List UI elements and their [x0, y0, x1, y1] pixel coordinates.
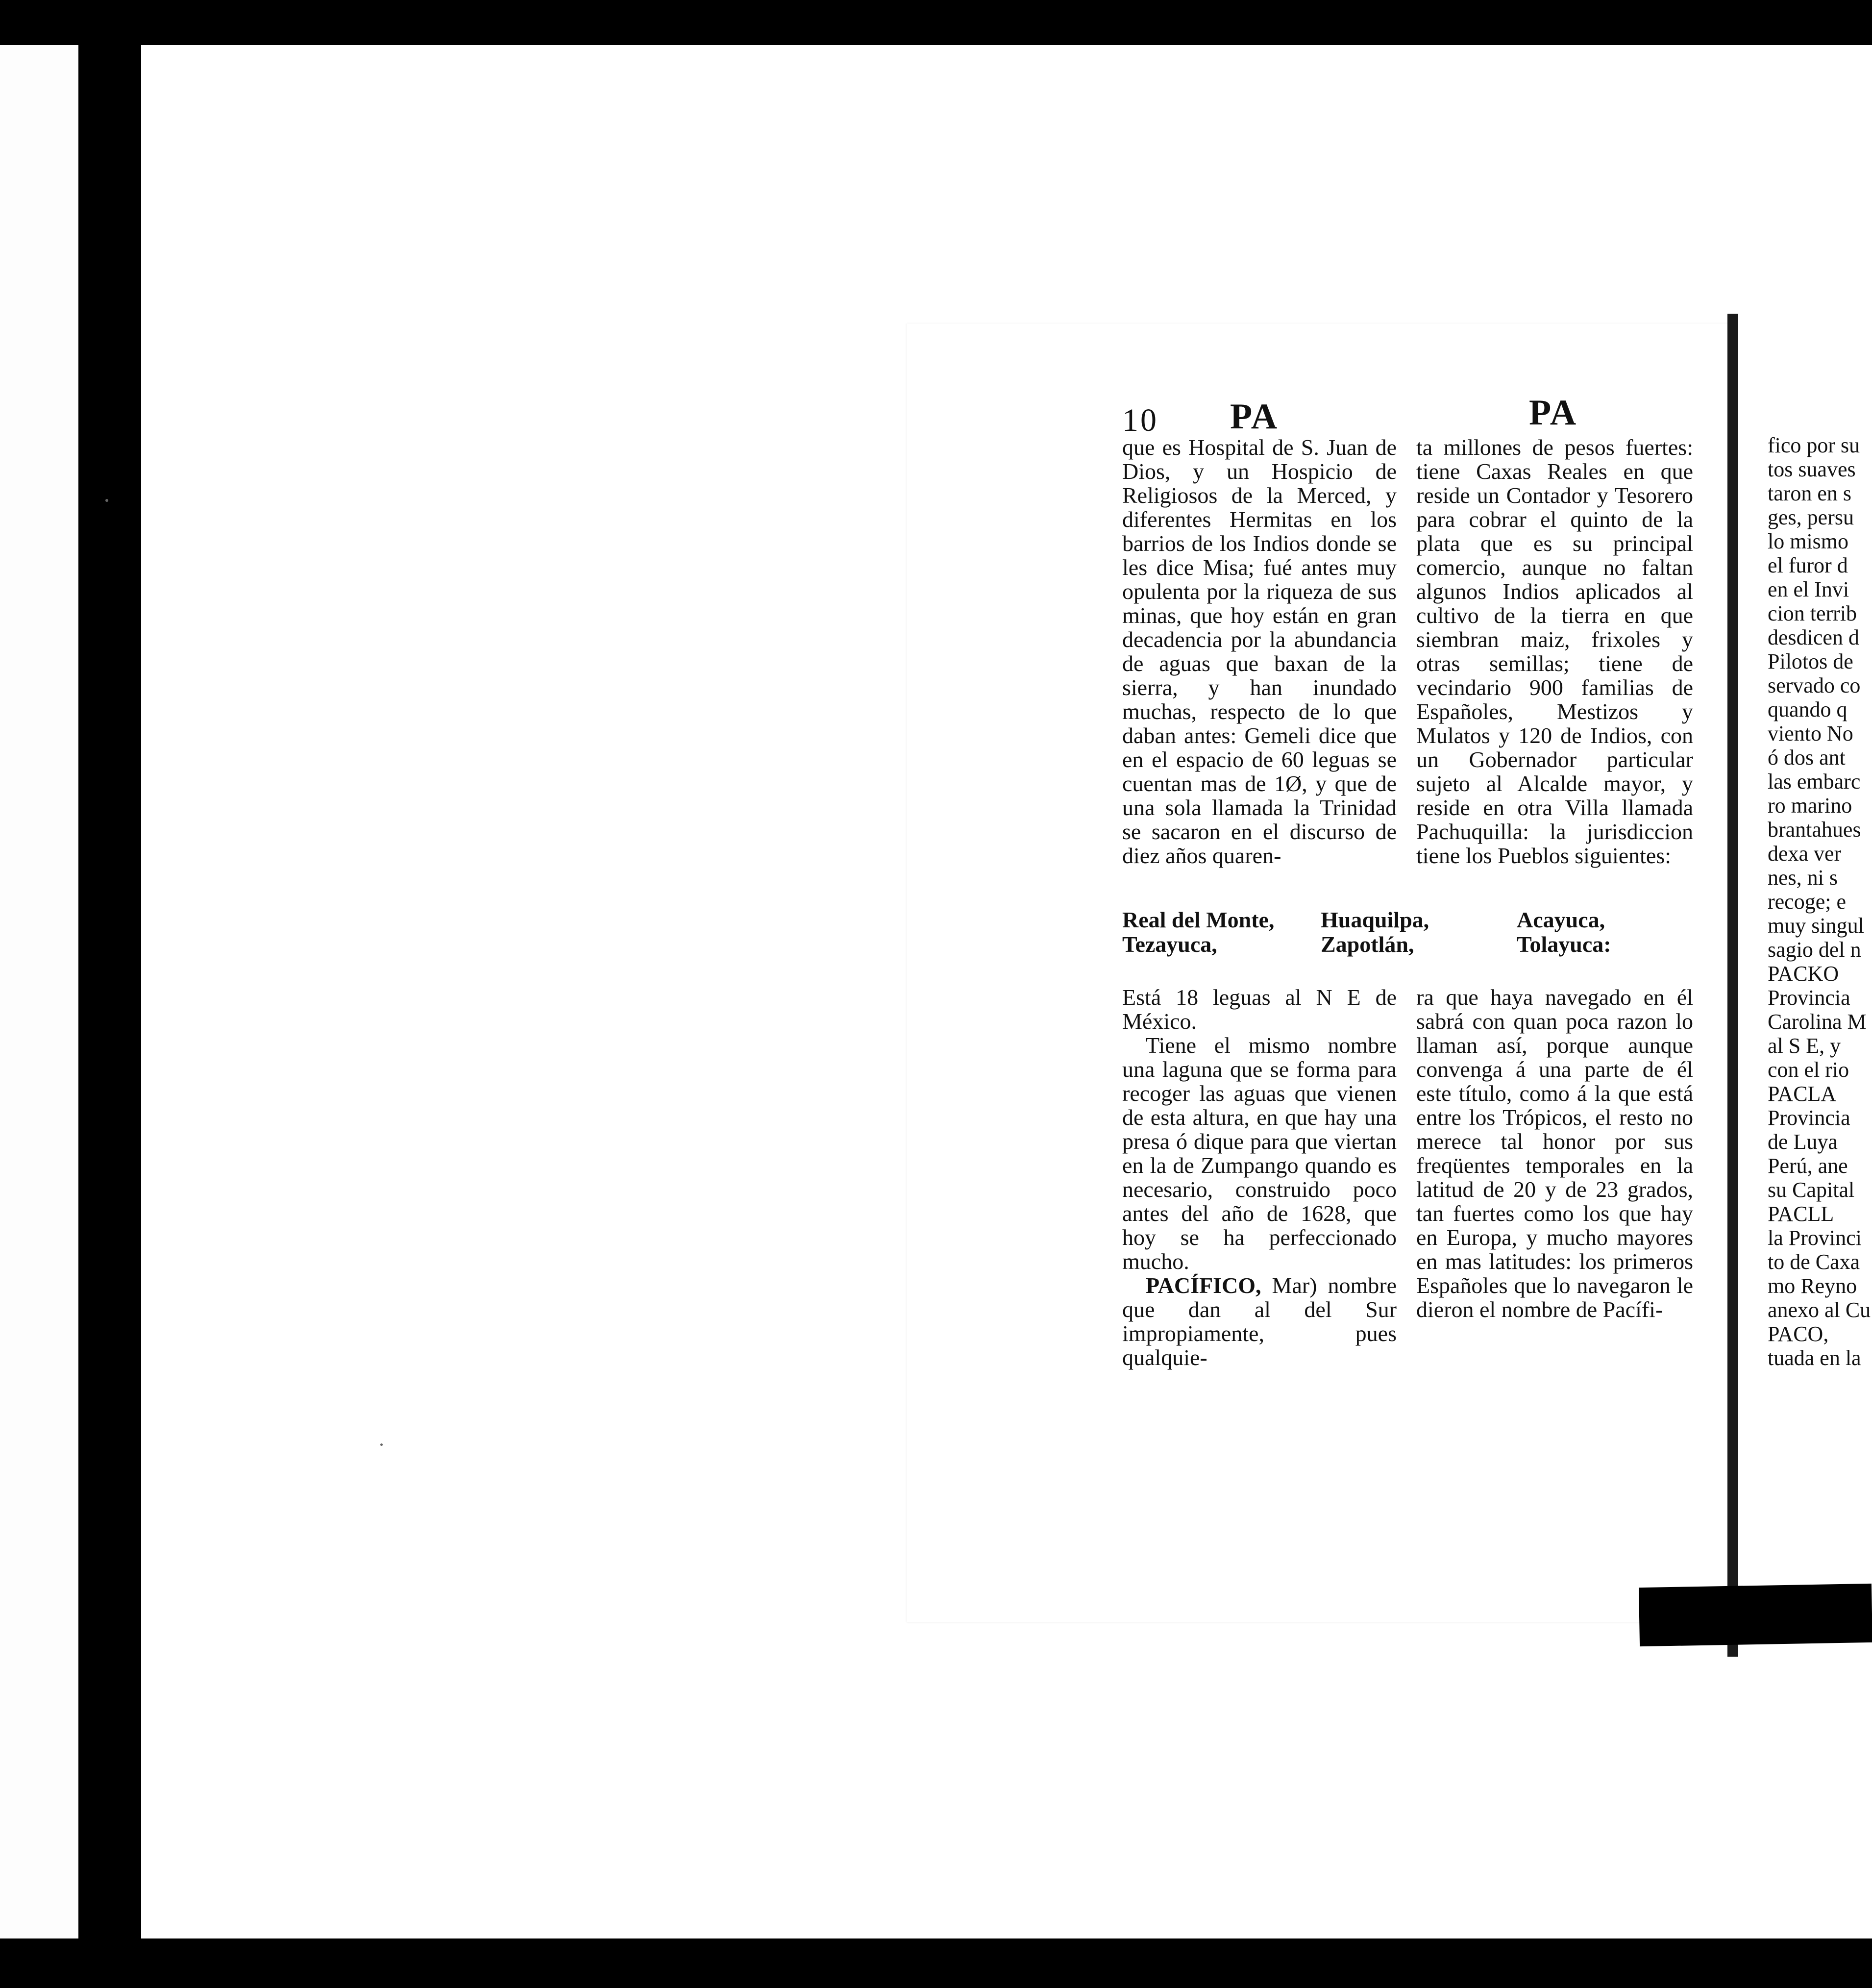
scan-frame-bottom: [0, 1938, 1872, 1988]
pueblo: Tezayuca,: [1122, 932, 1217, 957]
pueblo: Huaquilpa,: [1321, 907, 1429, 932]
fragment-line: anexo al Cu: [1768, 1298, 1871, 1322]
fragment-line: al S E, y: [1768, 1034, 1841, 1058]
entry-text: Mar) nombre que dan al del Sur impropiamente, pues qualquie-: [1122, 1273, 1397, 1370]
fragment-line: ó dos ant: [1768, 746, 1846, 770]
fragment-line: brantahues: [1768, 818, 1861, 842]
fragment-line: muy singul: [1768, 914, 1864, 938]
fragment-line: Provincia: [1768, 986, 1850, 1010]
fragment-line: cion terrib: [1768, 601, 1857, 625]
lower-right-column: [1416, 985, 1693, 1321]
pueblo: Tolayuca:: [1517, 932, 1611, 957]
pueblo: Zapotlán,: [1321, 932, 1414, 957]
fragment-line: Carolina M: [1768, 1010, 1867, 1034]
fragment-line: sagio del n: [1768, 938, 1861, 962]
lower-left-column: [1122, 985, 1397, 1369]
scan-speck: [380, 1443, 383, 1446]
running-head-right: PA: [1529, 393, 1578, 433]
left-column-paragraph: que es Hospital de S. Juan de Dios, y un Hospicio de Religiosos de la Merced, y diferentes Hermitas en los barrios de los Indios donde se les dice Misa; fué antes muy opulenta por la riqueza de sus minas, que hoy están en gran decadencia por la abundancia de aguas que baxan de la sierra, y han inundado muchas, respecto de lo que daban antes: Gemeli dice que en el espacio de 60 leguas se cuentan mas de 1Ø, y que de una sola llamada la Trinidad se sacaron en el discurso de diez años quaren-: [1122, 435, 1397, 868]
fragment-line: el furor d: [1768, 553, 1848, 577]
fragment-line: su Capital: [1768, 1178, 1855, 1202]
page-gutter: [1727, 314, 1738, 1657]
fragment-line: servado co: [1768, 673, 1861, 697]
fragment-line: taron en s: [1768, 481, 1852, 505]
fragment-line: PACLA: [1768, 1082, 1837, 1106]
fragment-line: PACLL: [1768, 1202, 1834, 1226]
fragment-line: nes, ni s: [1768, 866, 1838, 890]
fragment-line: la Provinci: [1768, 1226, 1862, 1250]
fragment-line: mo Reyno: [1768, 1274, 1857, 1298]
fragment-line: ges, persu: [1768, 505, 1854, 529]
scan-frame-top: [0, 0, 1872, 45]
paragraph: Tiene el mismo nombre una laguna que se forma para recoger las aguas que vienen de esta altura, en que hay una presa ó dique para que viertan en la de Zumpango quando es necesario, construido poco antes del año de 1628, que hoy se ha perfeccionado mucho.: [1122, 1033, 1397, 1274]
right-column-text: [1416, 435, 1693, 868]
left-column-text: [1122, 435, 1397, 868]
pueblo: Real del Monte,: [1122, 907, 1275, 932]
fragment-line: viento No: [1768, 721, 1853, 746]
fragment-line: Provincia: [1768, 1106, 1850, 1130]
fragment-line: lo mismo: [1768, 529, 1849, 553]
paragraph: ra que haya navegado en él sabrá con quan poca razon lo llaman así, porque aunque convenga á una parte de él este título, como á la que está entre los Trópicos, el resto no merece tal honor por sus freqüentes temporales en la latitud de 20 y de 23 grados, tan fuertes como los que hay en Europa, y mucho mayores en mas latitudes: los primeros Españoles que lo navegaron le dieron el nombre de Pacífi-: [1416, 985, 1693, 1322]
next-page-fragment: [1738, 323, 1872, 1586]
pueblo: Acayuca,: [1517, 907, 1605, 932]
fragment-line: recoge; e: [1768, 890, 1846, 914]
entry-pacifico: [1122, 1273, 1397, 1369]
fragment-line: de Luya: [1768, 1130, 1838, 1154]
facing-page-edge: [0, 45, 78, 1942]
fragment-line: en el Invi: [1768, 577, 1849, 601]
page-number: 10: [1122, 402, 1158, 438]
fragment-line: PACO,: [1768, 1322, 1829, 1346]
fragment-line: ro marino: [1768, 794, 1852, 818]
fragment-line: to de Caxa: [1768, 1250, 1860, 1274]
fragment-line: Pilotos de: [1768, 649, 1853, 673]
paragraph: Está 18 leguas al N E de México.: [1122, 985, 1397, 1034]
fragment-line: PACKO: [1768, 962, 1839, 986]
scan-frame-left: [78, 45, 141, 1942]
fragment-line: tuada en la: [1768, 1346, 1861, 1370]
right-column-paragraph: ta millones de pesos fuertes: tiene Caxas Reales en que reside un Contador y Tesorero para cobrar el quinto de la plata que es su principal comercio, aunque no faltan algunos Indios aplicados al cultivo de la tierra en que siembran maiz, frixoles y otras semillas; tiene de vecindario 900 familias de Españoles, Mestizos y Mulatos y 120 de Indios, con un Gobernador particular sujeto al Alcalde mayor, y reside en otra Villa llamada Pachuquilla: la jurisdiccion tiene los Pueblos siguientes:: [1416, 435, 1693, 868]
fragment-line: fico por su: [1768, 433, 1860, 457]
fragment-line: Perú, ane: [1768, 1154, 1848, 1178]
fragment-line: tos suaves: [1768, 457, 1856, 481]
scan-speck: [105, 499, 108, 502]
fragment-line: dexa ver: [1768, 842, 1842, 866]
fragment-line: desdicen d: [1768, 625, 1859, 649]
running-head-left: PA: [1230, 397, 1279, 437]
entry-headword: PACÍFICO,: [1146, 1273, 1261, 1298]
fragment-line: quando q: [1768, 697, 1847, 721]
gutter-shadow: [1639, 1584, 1872, 1646]
fragment-line: con el rio: [1768, 1058, 1849, 1082]
fragment-line: las embarc: [1768, 770, 1861, 794]
